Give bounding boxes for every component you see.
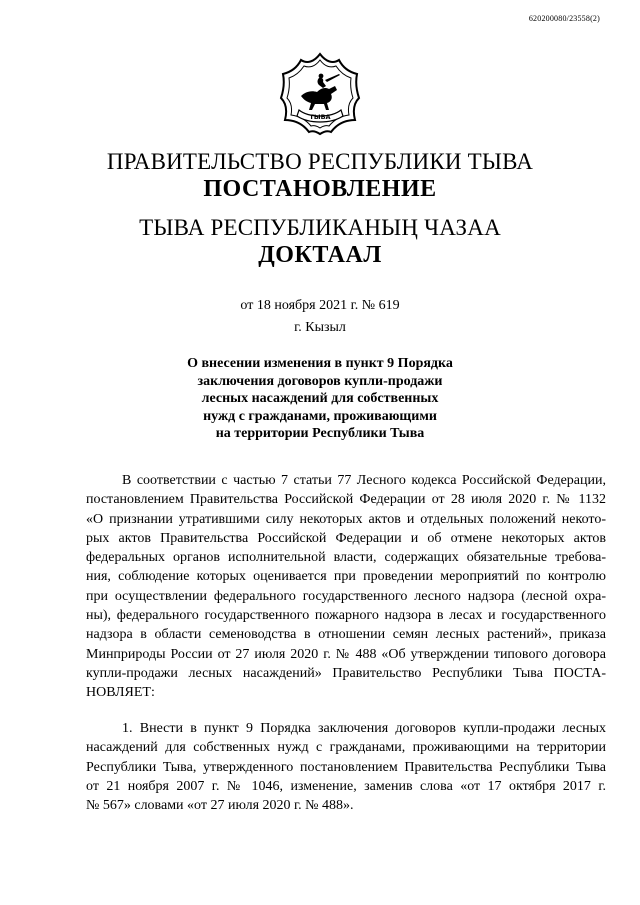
decree-subject: [150, 355, 490, 443]
paragraph-line: надзора в области семеноводства в отношении семян лесных растений», приказа: [86, 627, 606, 643]
government-title-ru: ПРАВИТЕЛЬСТВО РЕСПУБЛИКИ ТЫВА: [106, 149, 534, 174]
paragraph-line: при осуществлении федерального государственного лесного надзора (лесной охра-: [86, 588, 606, 604]
paragraph-line: постановлением Правительства Российской Федерации от 28 июля 2020 г. № 1132: [86, 492, 606, 508]
preamble-paragraph: [86, 471, 606, 703]
subject-line: лесных насаждений для собственных: [201, 391, 439, 406]
decree-title-ru: ПОСТАНОВЛЕНИЕ: [203, 176, 437, 202]
paragraph-line: ны), федерального государственного пожарного надзора в лесах и государственного: [86, 608, 606, 624]
paragraph-line: рых актов Правительства Российской Федерации и об отмене некоторых актов: [86, 530, 606, 546]
paragraph-line: купли-продажи лесных насаждений» Правительство Республики Тыва ПОСТА-: [86, 665, 606, 681]
tuva-coat-of-arms-emblem: [279, 52, 361, 136]
paragraph-line: «О признании утратившими силу некоторых актов и отдельных положений некото-: [86, 511, 606, 527]
subject-line: заключения договоров купли-продажи: [197, 373, 443, 389]
subject-line: на территории Республики Тыва: [215, 426, 425, 441]
paragraph-line: 1. Внести в пункт 9 Порядка заключения договоров купли-продажи лесных: [122, 721, 606, 736]
paragraph-line: от 21 ноября 2007 г. № 1046, изменение, заменив слова «от 17 октября 2017 г.: [86, 778, 606, 794]
paragraph-line: федеральных органов исполнительной власти, содержащих обязательные требова-: [86, 550, 606, 566]
decree-date-number: от 18 ноября 2021 г. № 619: [240, 298, 400, 313]
paragraph-line: Минприроды России от 27 июля 2020 г. № 488 «Об утверждении типового договора: [86, 646, 606, 662]
paragraph-line: № 567» словами «от 27 июля 2020 г. № 488».: [86, 798, 354, 814]
emblem-ribbon-text: ТЫВА: [309, 113, 331, 121]
paragraph-line: Республики Тыва, утвержденного постановлением Правительства Республики Тыва: [86, 759, 606, 775]
paragraph-line: насаждений для собственных нужд с гражданами, проживающими на территории: [86, 740, 606, 756]
paragraph-line: НОВЛЯЕТ:: [86, 685, 155, 701]
subject-line: О внесении изменения в пункт 9 Порядка: [187, 356, 453, 371]
document-code: 620200080/23558(2): [528, 14, 600, 23]
paragraph-line: ния, соблюдение которых оценивается при проведении мероприятий по контролю: [86, 569, 606, 585]
subject-line: нужд с гражданами, проживающими: [203, 408, 437, 424]
decree-city: г. Кызыл: [294, 320, 346, 335]
clause-1-paragraph: [86, 719, 606, 815]
paragraph-line: В соответствии с частью 7 статьи 77 Лесного кодекса Российской Федерации,: [122, 473, 606, 488]
decree-title-tyv: ДОКТААЛ: [258, 242, 382, 268]
government-title-tyv: ТЫВА РЕСПУБЛИКАНЫҢ ЧАЗАА: [139, 215, 501, 240]
